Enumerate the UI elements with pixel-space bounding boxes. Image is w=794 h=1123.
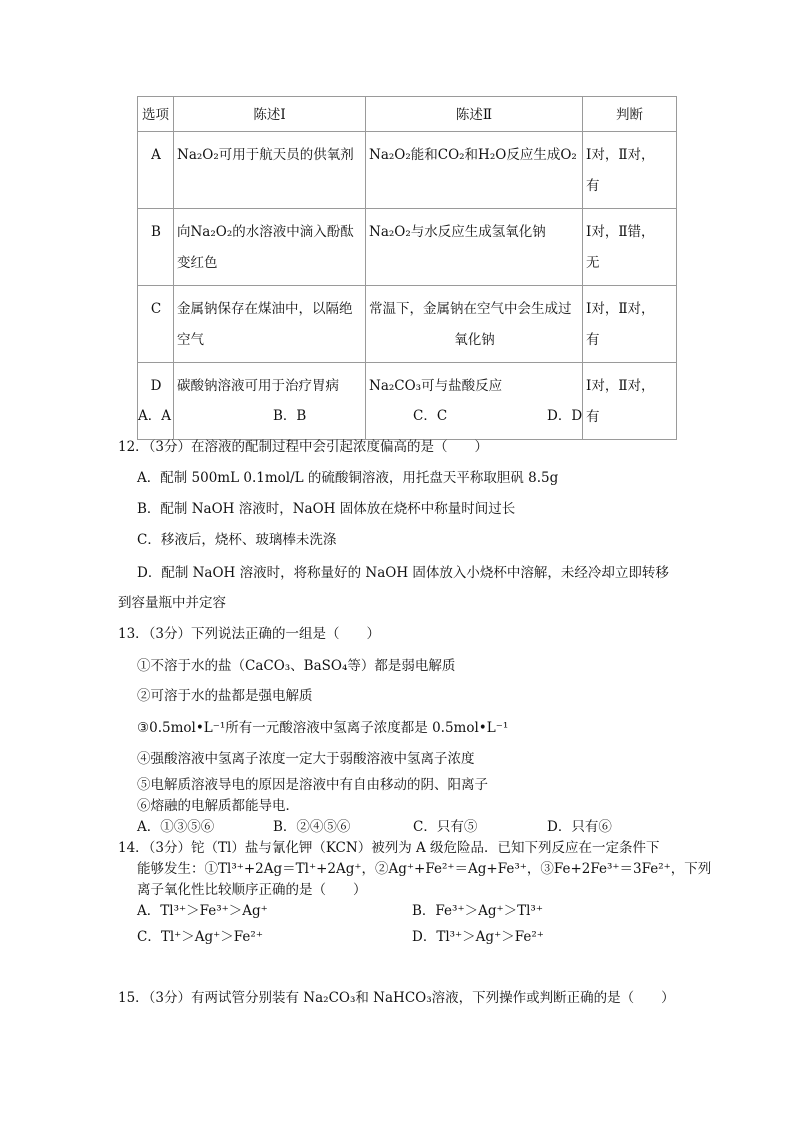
q12-option-b: B．配制 NaOH 溶液时，NaOH 固体放在烧杯中称量时间过长 xyxy=(137,501,516,517)
q11-choice-b: B．B xyxy=(273,408,307,424)
header-judgement: 判断 xyxy=(583,97,677,132)
table-row xyxy=(138,286,677,363)
row-judgement xyxy=(583,132,677,209)
row-judgement xyxy=(583,209,677,286)
q12-option-a: A．配制 500mL 0.1mol/L 的硫酸铜溶液，用托盘天平称取胆矾 8.5g xyxy=(137,470,559,486)
q11-choice-a: A．A xyxy=(138,408,171,424)
q14-option-c: C．Tl⁺＞Ag⁺＞Fe²⁺ xyxy=(137,929,263,945)
row-statement-1 xyxy=(174,209,366,286)
row-judgement xyxy=(583,363,677,440)
judgement-line-2: 无 xyxy=(586,255,600,271)
row-judgement xyxy=(583,286,677,363)
row-option: A xyxy=(138,132,174,209)
table-row xyxy=(138,209,677,286)
row-statement-1: 碳酸钠溶液可用于治疗胃病 xyxy=(174,363,366,440)
statement-line-2: 空气 xyxy=(177,332,204,348)
q12-option-d-line-1: D．配制 NaOH 溶液时，将称量好的 NaOH 固体放入小烧杯中溶解，未经冷却立即转移 xyxy=(137,565,669,581)
row-option: C xyxy=(138,286,174,363)
q13-choice-c: C．只有⑤ xyxy=(413,819,478,835)
row-statement-2: Na₂O₂与水反应生成氢氧化钠 xyxy=(366,209,583,286)
q13-statement-1: ①不溶于水的盐（CaCO₃、BaSO₄等）都是弱电解质 xyxy=(137,658,456,674)
q13-stem: 13．（3分）下列说法正确的一组是（ ） xyxy=(118,626,381,642)
q11-choice-d: D．D xyxy=(547,408,583,424)
q14-option-a: A．Tl³⁺＞Fe³⁺＞Ag⁺ xyxy=(137,903,268,919)
judgement-line-2: 有 xyxy=(586,178,600,194)
judgement-line-2: 有 xyxy=(586,409,600,425)
row-statement-2: Na₂CO₃可与盐酸反应 xyxy=(366,363,583,440)
table-row xyxy=(138,132,677,209)
q13-statement-4: ④强酸溶液中氢离子浓度一定大于弱酸溶液中氢离子浓度 xyxy=(137,751,475,767)
q14-option-d: D．Tl³⁺＞Ag⁺＞Fe²⁺ xyxy=(412,929,544,945)
q13-choice-b: B．②④⑤⑥ xyxy=(273,819,351,835)
q13-statement-5: ⑤电解质溶液导电的原因是溶液中有自由移动的阴、阳离子 xyxy=(137,777,488,793)
statement-line-2: 氧化钠 xyxy=(454,332,495,348)
q12-option-d-line-2: 到容量瓶中并定容 xyxy=(118,595,226,611)
q15-stem: 15．（3分）有两试管分别装有 Na₂CO₃和 NaHCO₃溶液，下列操作或判断正确的是（ ） xyxy=(118,990,675,1006)
statement-line-1: 金属钠保存在煤油中，以隔绝 xyxy=(177,301,353,317)
q13-choice-a: A．①③⑤⑥ xyxy=(137,819,215,835)
row-statement-1: Na₂O₂可用于航天员的供氧剂 xyxy=(174,132,366,209)
row-statement-1 xyxy=(174,286,366,363)
statement-line-1: 向Na₂O₂的水溶液中滴入酚酞 xyxy=(177,224,354,240)
q13-choice-d: D．只有⑥ xyxy=(547,819,612,835)
q14-option-b: B．Fe³⁺＞Ag⁺＞Tl³⁺ xyxy=(412,903,543,919)
judgement-line-1: Ⅰ对，Ⅱ对， xyxy=(586,378,655,394)
q13-statement-6: ⑥熔融的电解质都能导电． xyxy=(137,798,299,814)
q14-stem-line-2: 能够发生：①Tl³⁺+2Ag＝Tl⁺+2Ag⁺，②Ag⁺+Fe²⁺＝Ag+Fe³⁺，③Fe+2Fe³⁺＝3Fe²⁺，下列 xyxy=(137,861,712,877)
statement-line-2: 变红色 xyxy=(177,255,218,271)
row-option: B xyxy=(138,209,174,286)
header-option: 选项 xyxy=(138,97,174,132)
row-statement-2 xyxy=(366,286,583,363)
q12-stem: 12．（3分）在溶液的配制过程中会引起浓度偏高的是（ ） xyxy=(118,439,489,455)
header-statement-2: 陈述Ⅱ xyxy=(366,97,583,132)
judgement-line-1: Ⅰ对，Ⅱ对， xyxy=(586,301,655,317)
judgement-line-2: 有 xyxy=(586,332,600,348)
header-statement-1: 陈述Ⅰ xyxy=(174,97,366,132)
row-option: D xyxy=(138,363,174,440)
q12-option-c: C．移液后，烧杯、玻璃棒未洗涤 xyxy=(137,532,337,548)
row-statement-2: Na₂O₂能和CO₂和H₂O反应生成O₂ xyxy=(366,132,583,209)
judgement-line-1: Ⅰ对，Ⅱ错， xyxy=(586,224,655,240)
q14-stem-line-1: 14．（3分）铊（Tl）盐与氰化钾（KCN）被列为 A 级危险品．已知下列反应在一定条件下 xyxy=(118,840,660,856)
table-row xyxy=(138,363,677,440)
q13-statement-2: ②可溶于水的盐都是强电解质 xyxy=(137,688,313,704)
q11-table xyxy=(137,96,677,440)
judgement-line-1: Ⅰ对，Ⅱ对， xyxy=(586,147,655,163)
q14-stem-line-3: 离子氧化性比较顺序正确的是（ ） xyxy=(137,882,367,898)
q13-statement-3: ③0.5mol•L⁻¹所有一元酸溶液中氢离子浓度都是 0.5mol•L⁻¹ xyxy=(137,720,509,736)
statement-line-1: 常温下，金属钠在空气中会生成过 xyxy=(369,301,572,317)
q11-choice-c: C．C xyxy=(413,408,448,424)
